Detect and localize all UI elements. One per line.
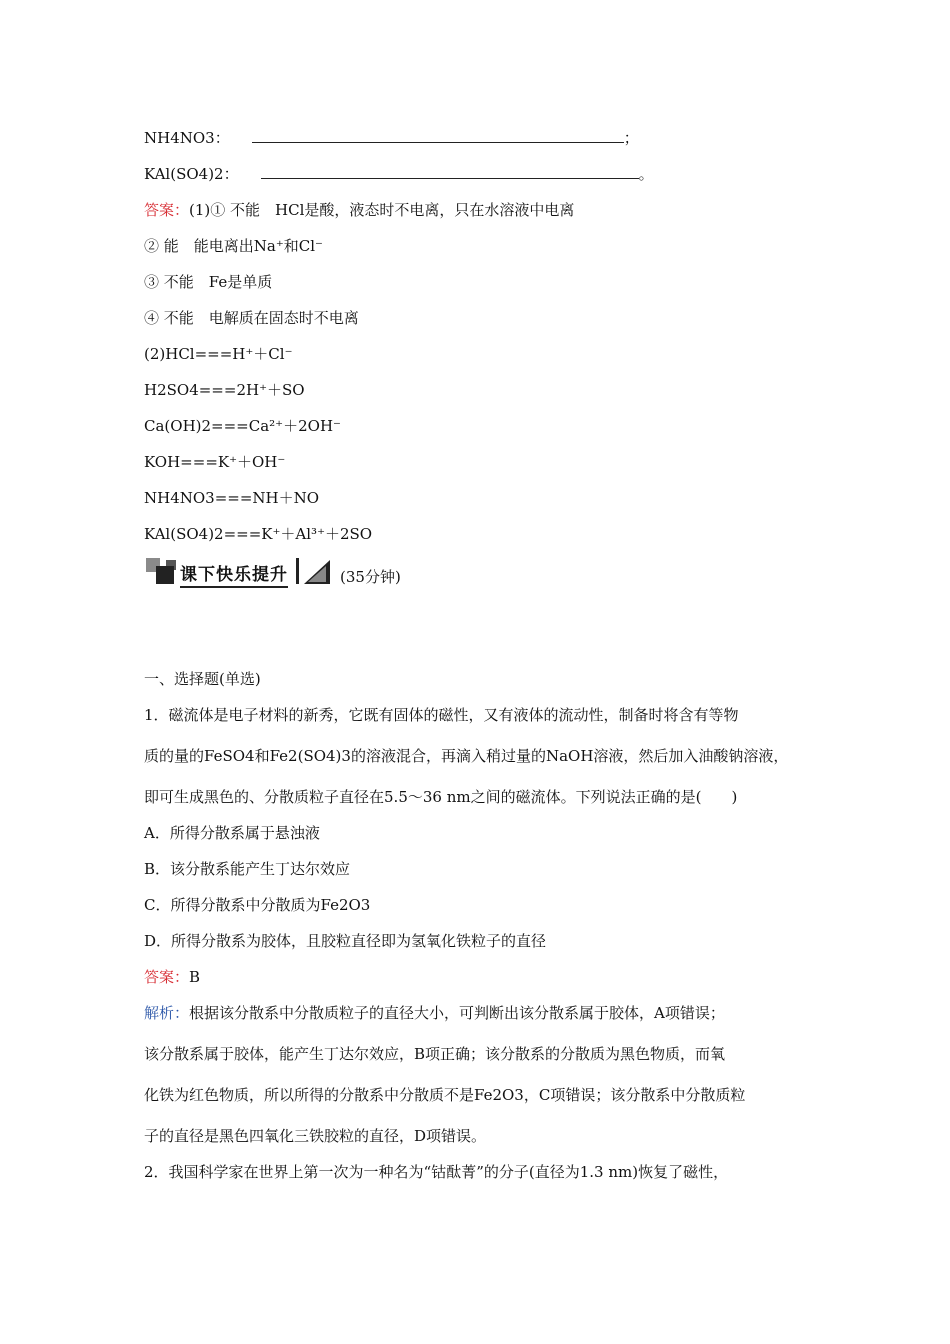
answer-label: 答案：	[144, 201, 190, 219]
answer-text: (1)① 不能 HCl是酸，液态时不电离，只在水溶液中电离	[189, 201, 575, 219]
q1-analysis-line-2: 该分散系属于胶体，能产生丁达尔效应，B项正确；该分散系的分散质为黑色物质，而氧	[144, 1045, 726, 1063]
q1-option-a: A．所得分散系属于悬浊液	[144, 824, 320, 842]
answer-label: 答案：	[144, 968, 190, 986]
answer-line-4: ④ 不能 电解质在固态时不电离	[144, 309, 359, 327]
kal-label: KAl(SO4)2：	[144, 165, 239, 183]
nh4no3-label: NH4NO3：	[144, 129, 230, 147]
blank-line-kal	[144, 164, 654, 184]
punct: ；	[623, 129, 639, 147]
answer-line-2: ② 能 能电离出Na⁺和Cl⁻	[144, 237, 323, 255]
answer-line-3: ③ 不能 Fe是单质	[144, 273, 273, 291]
equation-3: Ca(OH)2===Ca²⁺＋2OH⁻	[144, 417, 341, 435]
q1-option-d: D．所得分散系为胶体，且胶粒直径即为氢氧化铁粒子的直径	[144, 932, 547, 950]
q1-option-c: C．所得分散系中分散质为Fe2O3	[144, 896, 371, 914]
equation-4: KOH===K⁺＋OH⁻	[144, 453, 286, 471]
q2-stem-line-1: 2．我国科学家在世界上第一次为一种名为“钴酞菁”的分子(直径为1.3 nm)恢复了磁性，	[144, 1163, 729, 1181]
q1-stem-line-2: 质的量的FeSO4和Fe2(SO4)3的溶液混合，再滴入稍过量的NaOH溶液，然后加入油酸钠溶液，	[144, 747, 789, 765]
fill-blank	[252, 128, 624, 143]
blank-line-nh4no3	[144, 128, 639, 148]
q1-option-b: B．该分散系能产生丁达尔效应	[144, 860, 351, 878]
equation-1: (2)HCl===H⁺＋Cl⁻	[144, 345, 293, 363]
analysis-label: 解析：	[144, 1004, 190, 1022]
banner-time: (35分钟)	[340, 568, 401, 586]
q1-analysis-line-4: 子的直径是黑色四氧化三铁胶粒的直径，D项错误。	[144, 1127, 487, 1145]
equation-2: H2SO4===2H⁺＋SO	[144, 381, 305, 399]
banner-square-icon	[156, 566, 174, 584]
q1-analysis-line-3: 化铁为红色物质，所以所得的分散系中分散质不是Fe2O3，C项错误；该分散系中分散质粒	[144, 1086, 746, 1104]
answer-line-1	[144, 200, 574, 220]
q1-answer	[144, 967, 200, 987]
equation-5: NH4NO3===NH＋NO	[144, 489, 320, 507]
q1-stem-line-1: 1．磁流体是电子材料的新秀，它既有固体的磁性，又有液体的流动性，制备时将含有等物	[144, 706, 739, 724]
analysis-text: 根据该分散系中分散质粒子的直径大小，可判断出该分散系属于胶体，A项错误；	[189, 1004, 725, 1022]
equation-6: KAl(SO4)2===K⁺＋Al³⁺＋2SO	[144, 525, 373, 543]
punct: 。	[638, 165, 654, 183]
answer-value: B	[189, 968, 201, 986]
section-title: 一、选择题(单选)	[144, 670, 261, 688]
q1-stem-line-3: 即可生成黑色的、分散质粒子直径在5.5～36 nm之间的磁流体。下列说法正确的是( )	[144, 788, 738, 806]
q1-analysis-line-1	[144, 1003, 725, 1023]
fill-blank	[261, 164, 639, 179]
banner-title: 课下快乐提升	[180, 560, 288, 588]
banner-triangle-icon	[296, 558, 332, 584]
section-banner	[146, 556, 446, 588]
